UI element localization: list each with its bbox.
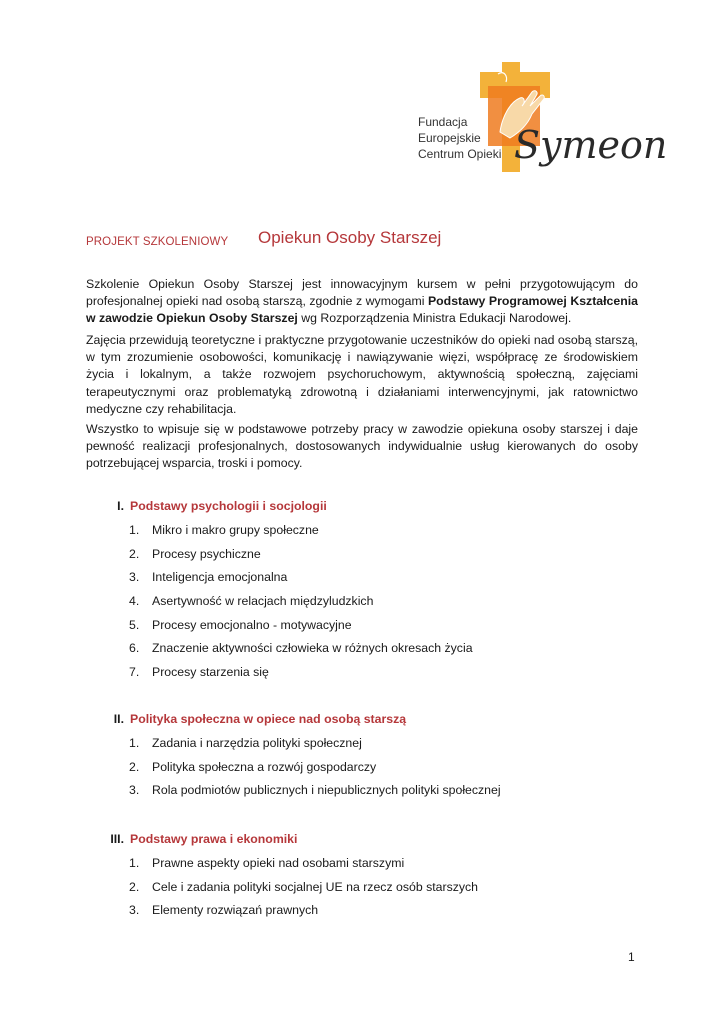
list-item (86, 618, 646, 642)
section-heading (86, 832, 646, 854)
item-number: 1. (129, 736, 140, 750)
item-number: 3. (129, 570, 140, 585)
symeon-signature (510, 114, 668, 180)
section-title: Polityka społeczna w opiece nad osobą starszą (130, 712, 407, 726)
item-number: 2. (129, 759, 140, 774)
intro-text-end: wg Rozporządzenia Ministra Edukacji Narodowej. (297, 311, 572, 326)
summary-paragraph: Wszystko to wpisuje się w podstawowe potrzeby pracy w zawodzie opiekuna osoby starszej i daje pewność realizacji profesjonalnych, dostosowanych indywidualnie usług kierowanych do osoby potrzebującej wsparcia, troski i pomocy. (86, 422, 638, 471)
project-label: PROJEKT SZKOLENIOWY (86, 236, 229, 248)
item-text: Znaczenie aktywności człowieka w różnych okresach życia (152, 641, 473, 656)
org-line-1: Fundacja (418, 115, 468, 129)
list-item (86, 570, 646, 594)
signature-text: Symeon (514, 123, 668, 167)
item-text: Mikro i makro grupy społeczne (152, 523, 319, 537)
foundation-logo (418, 62, 668, 180)
section-heading (86, 712, 646, 734)
section-heading (86, 499, 646, 521)
item-text: Procesy psychiczne (152, 546, 261, 561)
item-text: Zadania i narzędzia polityki społecznej (152, 736, 362, 750)
list-item (86, 856, 646, 880)
foundation-name (418, 114, 501, 162)
item-text: Procesy starzenia się (152, 665, 269, 680)
item-text: Rola podmiotów publicznych i niepublicznych polityki społecznej (152, 783, 501, 798)
list-item (86, 641, 646, 665)
item-text: Inteligencja emocjonalna (152, 570, 288, 585)
item-number: 3. (129, 783, 140, 798)
intro-text-bold: Podstawy Programowej Kształcenia w zawodzie Opiekun Osoby Starszej (86, 294, 638, 326)
scope-paragraph: Zajęcia przewidują teoretyczne i praktyczne przygotowanie uczestników do opieki nad osobą starszą, w tym zrozumienie osobowości, komunikację i nawiązywanie więzi, współpracę ze środowiskiem życia i lokalnym, a także rozwojem psychoruchowym, aktywnością społeczną, zajęciami terapeutycznymi oraz problematyką zdrowotną i działaniami interwencyjnymi, jak ratownictwo medyczne czy rehabilitacja. (86, 333, 638, 416)
item-text: Cele i zadania polityki socjalnej UE na rzecz osób starszych (152, 879, 479, 894)
item-number: 4. (129, 594, 140, 609)
item-number: 6. (129, 641, 140, 656)
item-number: 1. (129, 856, 140, 870)
item-text: Prawne aspekty opieki nad osobami starszymi (152, 856, 405, 870)
item-text: Asertywność w relacjach międzyludzkich (152, 594, 374, 609)
list-item (86, 736, 646, 760)
list-item (86, 783, 646, 807)
section-title: Podstawy psychologii i socjologii (130, 499, 327, 513)
list-item (86, 880, 646, 904)
item-number: 2. (129, 546, 140, 561)
section-number: III. (110, 832, 124, 846)
section-1 (86, 499, 646, 689)
section-items (86, 856, 646, 927)
section-3 (86, 832, 646, 927)
list-item (86, 760, 646, 784)
section-title: Podstawy prawa i ekonomiki (130, 832, 298, 846)
org-line-2: Europejskie (418, 131, 481, 145)
section-2 (86, 712, 646, 807)
list-item (86, 523, 646, 547)
section-items (86, 736, 646, 807)
item-text: Polityka społeczna a rozwój gospodarczy (152, 759, 377, 774)
item-number: 3. (129, 903, 140, 918)
list-item (86, 665, 646, 689)
item-text: Elementy rozwiązań prawnych (152, 903, 319, 918)
title-row (86, 228, 646, 254)
section-number: I. (117, 499, 124, 513)
section-number: II. (113, 712, 124, 726)
item-number: 2. (129, 879, 140, 894)
item-number: 1. (129, 523, 140, 537)
item-text: Procesy emocjonalno - motywacyjne (152, 617, 352, 632)
list-item (86, 903, 646, 927)
page-title: Opiekun Osoby Starszej (258, 228, 442, 247)
section-items (86, 523, 646, 689)
item-number: 7. (129, 665, 140, 680)
intro-paragraph (86, 276, 638, 328)
intro-text-start: Szkolenie Opiekun Osoby Starszej jest innowacyjnym kursem w pełni przygotowującym do profesjonalnej opieki nad osobą starszą, zgodnie z wymogami (86, 277, 638, 309)
org-line-3: Centrum Opieki (418, 147, 502, 161)
item-number: 5. (129, 617, 140, 632)
list-item (86, 594, 646, 618)
page-number: 1 (628, 950, 635, 964)
list-item (86, 547, 646, 571)
